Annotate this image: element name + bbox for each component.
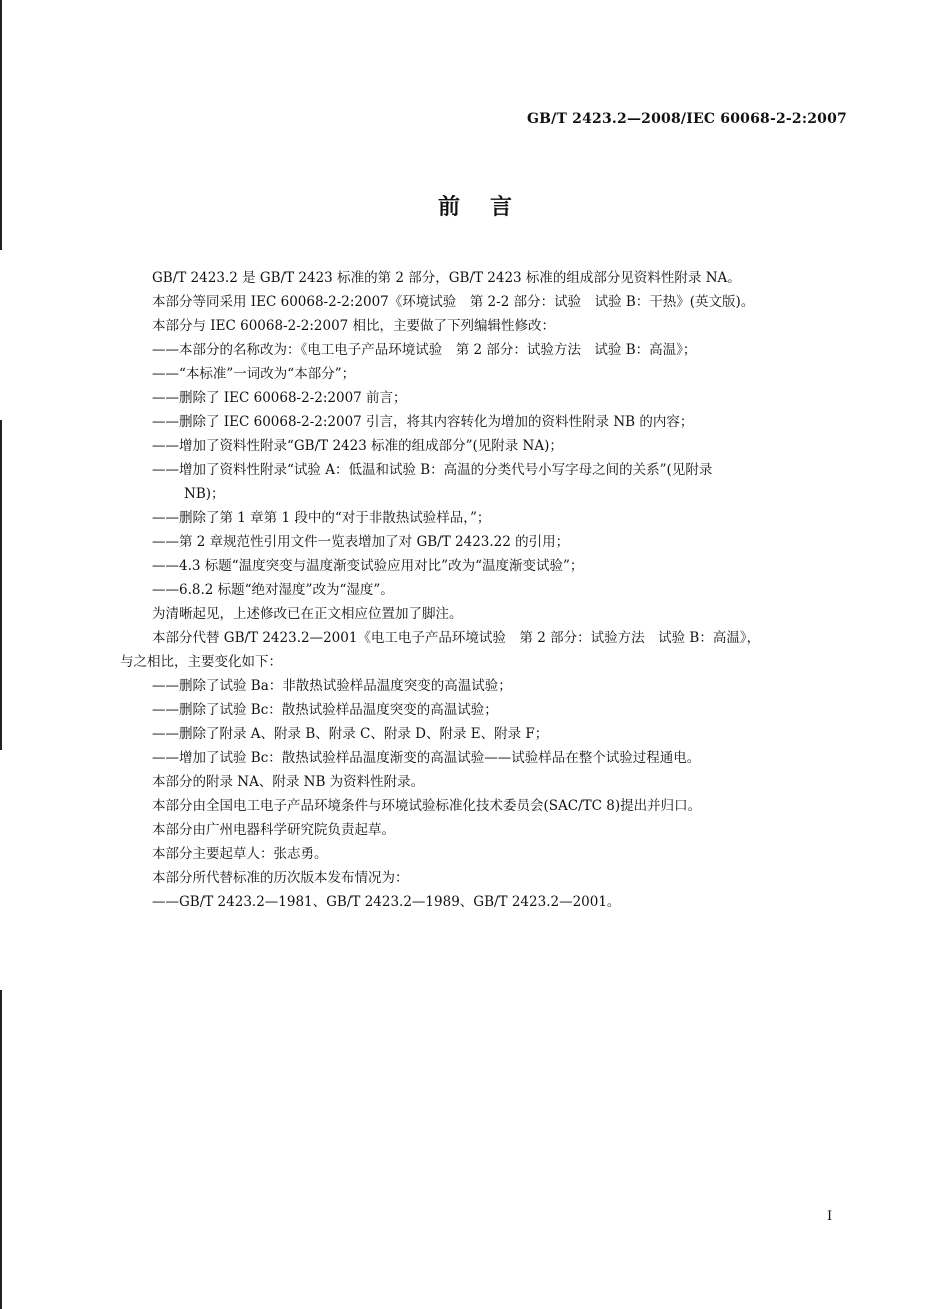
list-item-continuation: NB)； — [184, 486, 225, 502]
list-item: ——4.3 标题“温度突变与温度渐变试验应用对比”改为“温度渐变试验”； — [152, 558, 584, 574]
list-item: ——增加了资料性附录“试验 A：低温和试验 B：高温的分类代号小写字母之间的关系”(见附录 — [152, 462, 713, 478]
page-number: I — [827, 1209, 833, 1224]
foreword-body — [120, 266, 850, 914]
list-item: ——删除了试验 Ba：非散热试验样品温度突变的高温试验； — [152, 678, 512, 694]
page-title: 前言 — [437, 194, 542, 220]
list-item: ——6.8.2 标题“绝对湿度”改为“湿度”。 — [152, 582, 394, 598]
paragraph-line: 本部分主要起草人：张志勇。 — [152, 846, 328, 862]
list-item: ——增加了资料性附录“GB/T 2423 标准的组成部分”(见附录 NA)； — [152, 438, 563, 454]
list-item: ——增加了试验 Bc：散热试验样品温度渐变的高温试验——试验样品在整个试验过程通电。 — [152, 750, 701, 766]
standard-code-header: GB/T 2423.2—2008/IEC 60068-2-2:2007 — [526, 111, 847, 127]
list-item: ——本部分的名称改为：《电工电子产品环境试验 第 2 部分：试验方法 试验 B：高温》； — [152, 342, 697, 358]
paragraph-line: 本部分所代替标准的历次版本发布情况为： — [152, 870, 409, 886]
paragraph-line: 本部分等同采用 IEC 60068-2-2:2007《环境试验 第 2-2 部分：试验 试验 B：干热》(英文版)。 — [152, 294, 755, 310]
list-item: ——删除了 IEC 60068-2-2:2007 前言； — [152, 390, 407, 406]
scan-edge-bottom — [0, 990, 2, 1309]
list-item: ——第 2 章规范性引用文件一览表增加了对 GB/T 2423.22 的引用； — [152, 534, 570, 550]
list-item: ——“本标准”一词改为“本部分”； — [152, 366, 356, 382]
paragraph-line: 本部分的附录 NA、附录 NB 为资料性附录。 — [152, 774, 425, 790]
list-item: ——删除了第 1 章第 1 段中的“对于非散热试验样品，”； — [152, 510, 491, 526]
scan-edge-mid — [0, 420, 2, 750]
paragraph-line: 本部分由广州电器科学研究院负责起草。 — [152, 822, 395, 838]
paragraph-line: 本部分与 IEC 60068-2-2:2007 相比，主要做了下列编辑性修改： — [152, 318, 556, 334]
paragraph-line: GB/T 2423.2 是 GB/T 2423 标准的第 2 部分，GB/T 2423 标准的组成部分见资料性附录 NA。 — [152, 270, 741, 286]
list-item: ——GB/T 2423.2—1981、GB/T 2423.2—1989、GB/T 2423.2—2001。 — [152, 894, 621, 910]
list-item: ——删除了 IEC 60068-2-2:2007 引言，将其内容转化为增加的资料性附录 NB 的内容； — [152, 414, 694, 430]
paragraph-continuation: 与之相比，主要变化如下： — [120, 654, 282, 670]
list-item: ——删除了附录 A、附录 B、附录 C、附录 D、附录 E、附录 F； — [152, 726, 549, 742]
paragraph-line: 本部分由全国电工电子产品环境条件与环境试验标准化技术委员会(SAC/TC 8)提出并归口。 — [152, 798, 702, 814]
paragraph-line: 本部分代替 GB/T 2423.2—2001《电工电子产品环境试验 第 2 部分：试验方法 试验 B：高温》， — [152, 630, 761, 646]
paragraph-line: 为清晰起见，上述修改已在正文相应位置加了脚注。 — [152, 606, 463, 622]
list-item: ——删除了试验 Bc：散热试验样品温度突变的高温试验； — [152, 702, 498, 718]
